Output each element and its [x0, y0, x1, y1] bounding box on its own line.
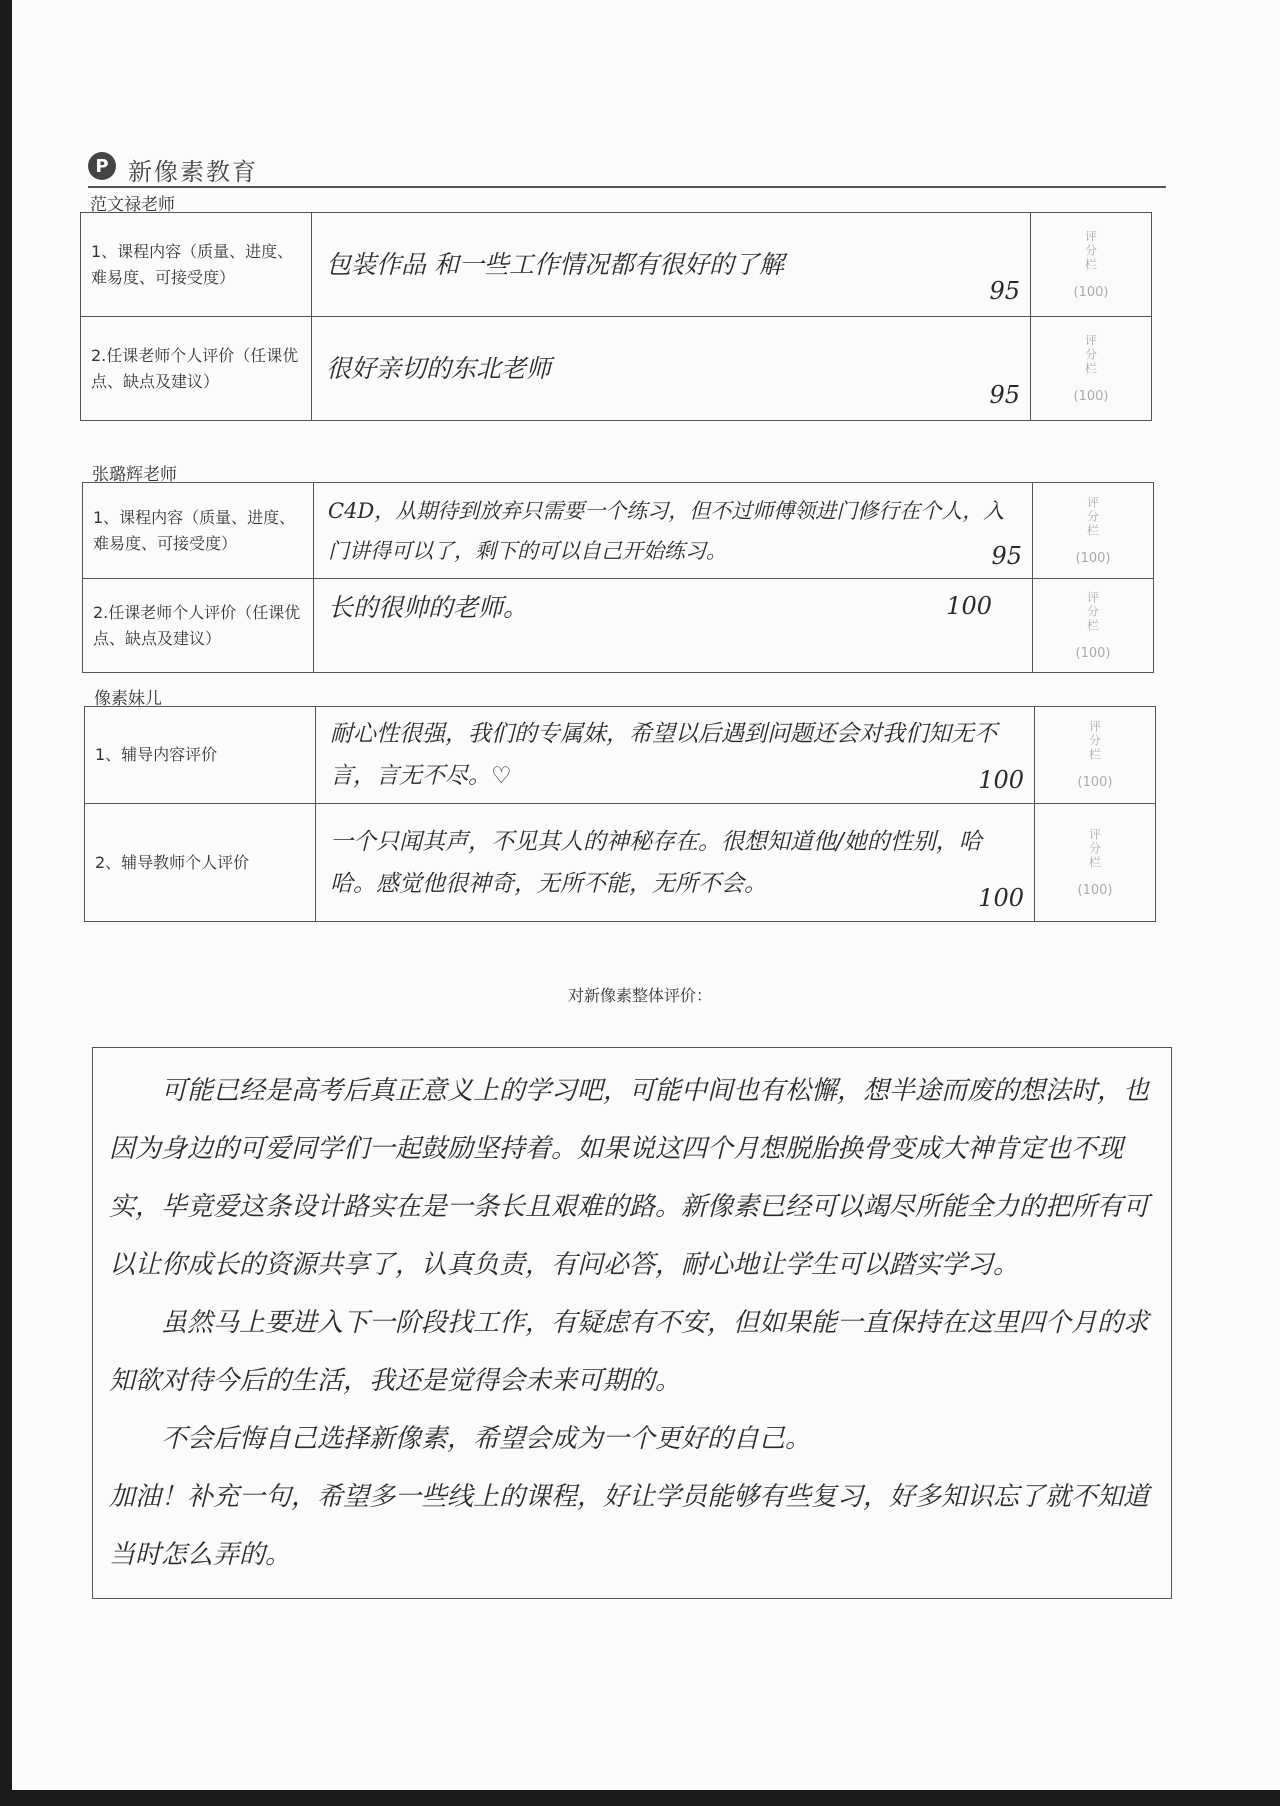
overall-evaluation-title: 对新像素整体评价：: [567, 986, 712, 1005]
teacher-name-1: 范文禄老师: [90, 195, 175, 215]
rating-max: (100): [1075, 645, 1111, 661]
handwritten-score: 95: [989, 381, 1020, 409]
rating-label: 评分栏: [1083, 333, 1098, 376]
evaluation-row: [85, 804, 1156, 922]
evaluation-row: [81, 213, 1152, 317]
rating-box[interactable]: [1035, 707, 1156, 804]
rating-box[interactable]: [1033, 579, 1154, 673]
overall-paragraph: 可能已经是高考后真正意义上的学习吧，可能中间也有松懈，想半途而废的想法时，也因为身边的可爱同学们一起鼓励坚持着。如果说这四个月想脱胎换骨变成大神肯定也不现实，毕竟爱这条设计路实在是一条长且艰难的路。新像素已经可以竭尽所能全力的把所有可以让你成长的资源共享了，认真负责，有问必答，耐心地让学生可以踏实学习。: [109, 1076, 1150, 1280]
handwritten-score: 100: [978, 884, 1024, 912]
brand-logo-icon: P: [88, 152, 116, 180]
handwritten-answer: C4D，从期待到放弃只需要一个练习，但不过师傅领进门修行在个人，入门讲得可以了，剩下的可以自己开始练习。 95: [314, 483, 1033, 579]
handwritten-score: 95: [989, 277, 1020, 305]
rating-box[interactable]: [1035, 804, 1156, 922]
question-label: 1、辅导内容评价: [85, 707, 316, 804]
rating-box[interactable]: [1033, 483, 1154, 579]
question-label: 1、课程内容（质量、进度、难易度、可接受度）: [83, 483, 314, 579]
handwritten-score: 100: [946, 592, 992, 620]
rating-label: 评分栏: [1085, 590, 1100, 633]
handwritten-answer: 耐心性很强，我们的专属妹，希望以后遇到问题还会对我们知无不言，言无不尽。♡ 100: [316, 707, 1035, 804]
handwritten-answer: 一个只闻其声，不见其人的神秘存在。很想知道他/她的性别，哈哈。感觉他很神奇，无所不能，无所不会。 100: [316, 804, 1035, 922]
rating-max: (100): [1073, 388, 1109, 404]
handwritten-answer: 很好亲切的东北老师 95: [312, 317, 1031, 421]
form-header: [88, 150, 1166, 188]
evaluation-row: [85, 707, 1156, 804]
brand-name: 新像素教育: [128, 158, 258, 186]
overall-paragraph: 加油！补充一句，希望多一些线上的课程，好让学员能够有些复习，好多知识忘了就不知道当时怎么弄的。: [109, 1482, 1150, 1570]
overall-evaluation-box: [92, 1047, 1172, 1599]
teacher-name-3: 像素妹儿: [94, 689, 162, 709]
rating-max: (100): [1075, 550, 1111, 566]
rating-label: 评分栏: [1087, 720, 1102, 762]
teacher-name-2: 张璐辉老师: [92, 465, 177, 485]
overall-paragraph: 不会后悔自己选择新像素，希望会成为一个更好的自己。: [161, 1424, 812, 1454]
rating-max: (100): [1077, 882, 1113, 898]
evaluation-row: [81, 317, 1152, 421]
rating-label: 评分栏: [1085, 495, 1100, 538]
handwritten-score: 100: [978, 766, 1024, 794]
evaluation-table-1: [80, 212, 1152, 421]
question-label: 1、课程内容（质量、进度、难易度、可接受度）: [81, 213, 312, 317]
question-label: 2.任课老师个人评价（任课优点、缺点及建议）: [81, 317, 312, 421]
overall-paragraph: 虽然马上要进入下一阶段找工作，有疑虑有不安，但如果能一直保持在这里四个月的求知欲对待今后的生活，我还是觉得会未来可期的。: [109, 1308, 1150, 1396]
rating-label: 评分栏: [1087, 827, 1102, 870]
question-label: 2.任课老师个人评价（任课优点、缺点及建议）: [83, 579, 314, 673]
evaluation-row: [83, 483, 1154, 579]
rating-label: 评分栏: [1083, 229, 1098, 272]
evaluation-table-2: [82, 482, 1154, 673]
rating-max: (100): [1077, 775, 1113, 790]
rating-box[interactable]: [1031, 213, 1152, 317]
handwritten-answer: 包装作品 和一些工作情况都有很好的了解 95: [312, 213, 1031, 317]
question-label: 2、辅导教师个人评价: [85, 804, 316, 922]
rating-max: (100): [1073, 284, 1109, 300]
evaluation-row: [83, 579, 1154, 673]
evaluation-table-3: [84, 706, 1156, 922]
rating-box[interactable]: [1031, 317, 1152, 421]
handwritten-answer: 长的很帅的老师。 100: [314, 579, 1033, 673]
handwritten-score: 95: [991, 542, 1022, 570]
